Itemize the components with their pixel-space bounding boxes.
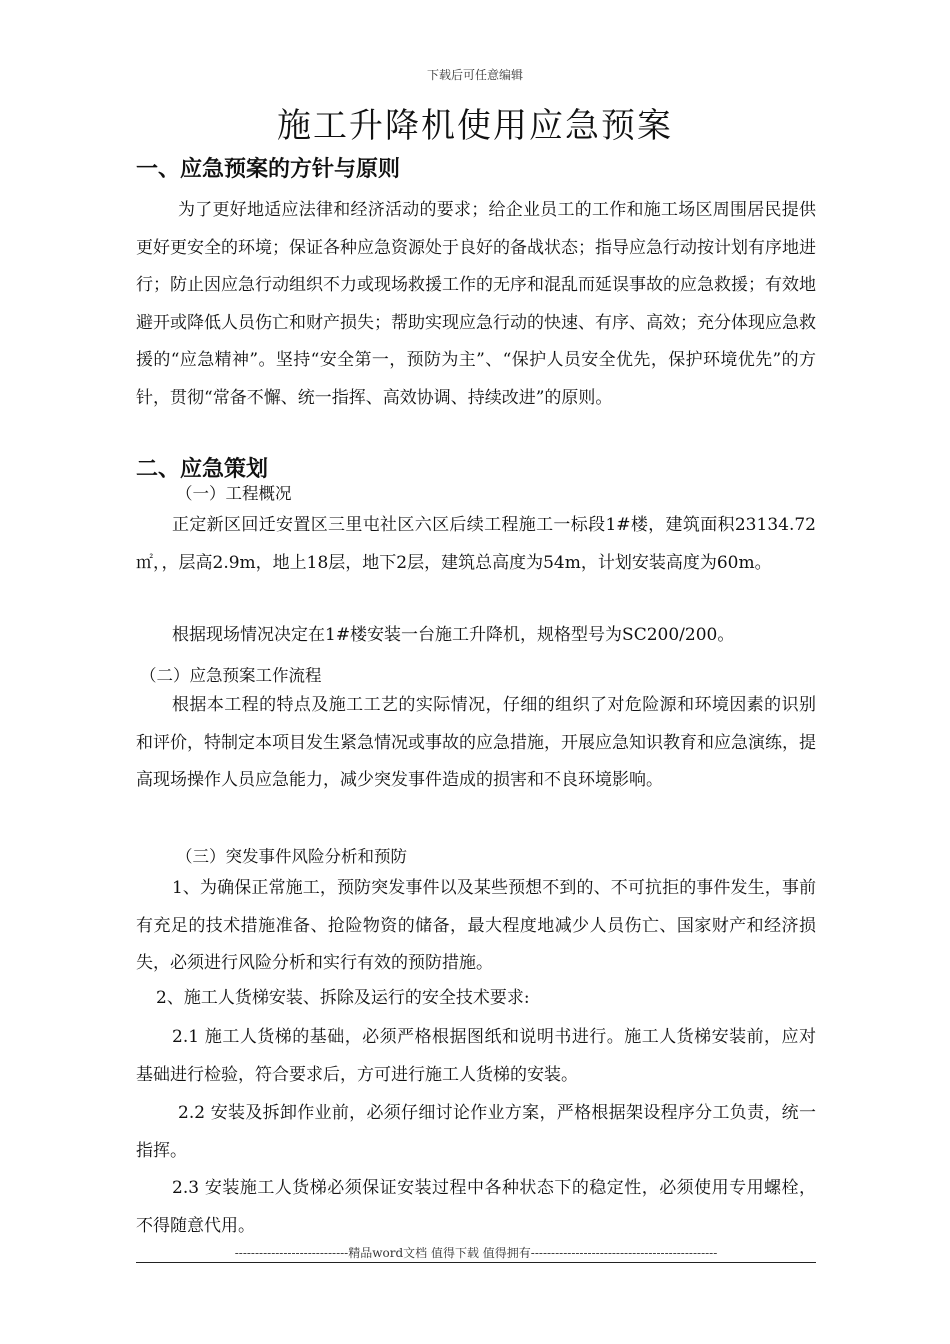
risk-paragraph-2: 2、施工人货梯安装、拆除及运行的安全技术要求:	[156, 988, 530, 1008]
document-title: 施工升降机使用应急预案	[277, 106, 673, 146]
section-2-heading: 二、应急策划	[136, 457, 269, 482]
project-overview-paragraph: 正定新区回迁安置区三里屯社区六区后续工程施工一标段1#楼，建筑面积23134.72㎡，，层高2.9m，地上18层，地下2层，建筑总高度为54m，计划安装高度为60m。	[136, 515, 816, 573]
subsection-2-heading: （二）应急预案工作流程	[140, 666, 322, 685]
equipment-paragraph: 根据现场情况决定在1#楼安装一台施工升降机，规格型号为SC200/200。	[172, 625, 735, 645]
subsection-3-heading: （三）突发事件风险分析和预防	[176, 847, 407, 866]
requirement-2-1: 2.1 施工人货梯的基础，必须严格根据图纸和说明书进行。施工人货梯安装前，应对基础进行检验，符合要求后，方可进行施工人货梯的安装。	[136, 1027, 816, 1085]
header-note: 下载后可任意编辑	[426, 68, 523, 82]
subsection-1-heading: （一）工程概况	[176, 484, 292, 503]
section-1-paragraph: 为了更好地适应法律和经济活动的要求；给企业员工的工作和施工场区周围居民提供更好更安全的环境；保证各种应急资源处于良好的备战状态；指导应急行动按计划有序地进行；防止因应急行动组织不力或现场救援工作的无序和混乱而延误事故的应急救援；有效地避开或降低人员伤亡和财产损失；帮助实现应急行动的快速、有序、高效；充分体现应急救援的“应急精神”。坚持“安全第一，预防为主”、“保护人员安全优先，保护环境优先”的方针，贯彻“常备不懈、统一指挥、高效协调、持续改进”的原则。	[136, 200, 816, 408]
requirement-2-3: 2.3 安装施工人货梯必须保证安装过程中各种状态下的稳定性，必须使用专用螺栓，不得随意代用。	[136, 1178, 816, 1236]
requirement-2-2: 2.2 安装及拆卸作业前，必须仔细讨论作业方案，严格根据架设程序分工负责，统一指挥。	[136, 1103, 816, 1161]
footer-text: ----------------------------精品word文档 值得下载 值得拥有----------------------------------------------	[234, 1246, 718, 1260]
workflow-paragraph: 根据本工程的特点及施工工艺的实际情况，仔细的组织了对危险源和环境因素的识别和评价，特制定本项目发生紧急情况或事故的应急措施，开展应急知识教育和应急演练，提高现场操作人员应急能力，减少突发事件造成的损害和不良环境影响。	[136, 695, 816, 790]
footer-rule	[136, 1262, 816, 1263]
section-1-heading: 一、应急预案的方针与原则	[136, 157, 401, 182]
risk-paragraph-1: 1、为确保正常施工，预防突发事件以及某些预想不到的、不可抗拒的事件发生，事前有充足的技术措施准备、抢险物资的储备，最大程度地减少人员伤亡、国家财产和经济损失，必须进行风险分析和实行有效的预防措施。	[136, 878, 816, 973]
